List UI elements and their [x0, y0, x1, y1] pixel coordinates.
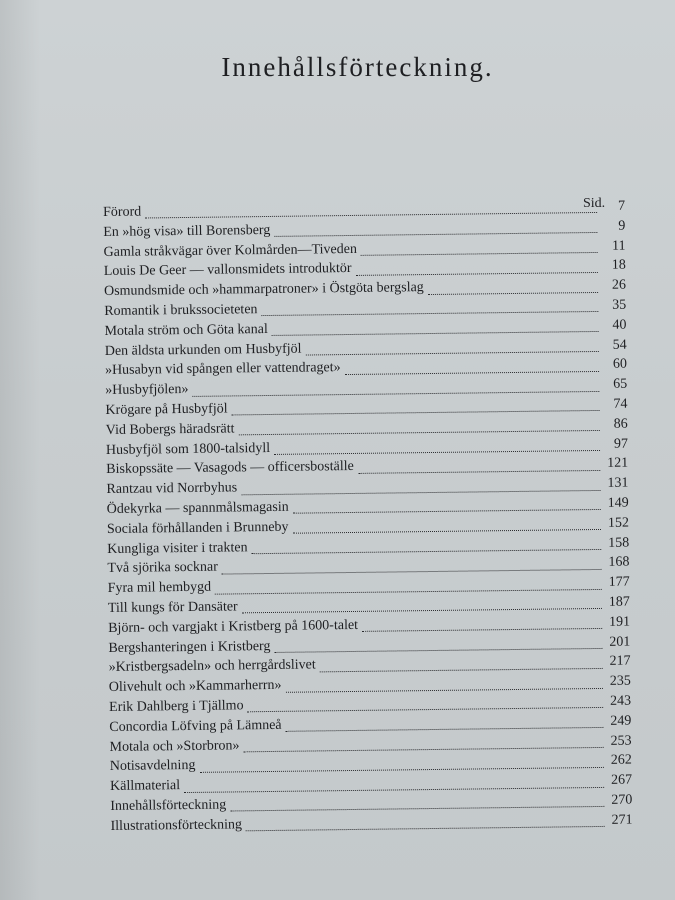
toc-entry-title: Källmaterial [110, 778, 181, 795]
dot-leader [361, 252, 598, 256]
toc-entry-page-number: 217 [609, 653, 631, 670]
toc-entry-title: Louis De Geer — vallonsmidets introduktör [103, 261, 352, 280]
toc-entry-title: Notisavdelning [109, 758, 196, 775]
dot-leader [428, 292, 598, 295]
toc-entry-title: Motala ström och Göta kanal [104, 321, 268, 339]
toc-entry-title: Husbyfjöl som 1800-talsidyll [105, 440, 271, 458]
dot-leader [293, 509, 601, 514]
dot-leader [320, 668, 603, 672]
toc-entry-title: Biskopssäte — Vasagods — officersboställe [106, 459, 354, 478]
toc-entry-page-number: 168 [608, 554, 630, 571]
dot-leader [199, 767, 603, 773]
dot-leader [222, 569, 602, 575]
toc-entry-title: Till kungs för Dansäter [107, 599, 238, 616]
toc-entry-title: Ödekyrka — spannmålsmagasin [106, 499, 289, 517]
toc-entry-title: Den äldsta urkunden om Husbyfjöl [104, 341, 302, 359]
toc-entry-title: Förord [103, 204, 142, 220]
dot-leader [215, 588, 602, 594]
toc-entry-page-number: 11 [611, 238, 626, 254]
page-title: Innehållsförteckning. [221, 52, 494, 82]
toc-entry-page-number: 97 [613, 436, 629, 452]
toc-entry-page-number: 131 [607, 475, 629, 492]
toc-entry-page-number: 152 [607, 515, 630, 531]
toc-entry-page-number: 26 [611, 277, 627, 293]
toc-entry-page-number: 253 [610, 733, 632, 749]
dot-leader [362, 628, 602, 632]
toc-entry-page-number: 149 [607, 495, 629, 511]
toc-entry-title: Concordia Löfving på Lämneå [109, 717, 282, 735]
toc-entry-page-number: 74 [613, 396, 628, 412]
dot-leader [274, 450, 600, 455]
toc-entry-page-number: 65 [613, 376, 628, 392]
toc-entry-title: Romantik i brukssocieteten [104, 302, 258, 319]
dot-leader [274, 648, 602, 653]
toc-entry-page-number: 271 [611, 812, 633, 828]
toc-entry-page-number: 187 [608, 594, 630, 610]
toc-entry-title: Bergshanteringen i Kristberg [108, 638, 271, 656]
dot-leader [248, 707, 604, 712]
toc-entry-title: »Husbyfjölen» [105, 382, 189, 399]
dot-leader [262, 311, 599, 316]
page-column-header: Sid. [583, 196, 606, 211]
toc-entry-page-number: 40 [612, 317, 627, 333]
toc-entry-title: Erik Dahlberg i Tjällmo [109, 698, 244, 715]
toc-entry-page-number: 267 [610, 772, 633, 788]
toc-entry-title: Sociala förhållanden i Brunneby [106, 519, 289, 537]
toc-entry-title: Gamla stråkvägar över Kolmården—Tiveden [103, 241, 358, 260]
dot-leader [274, 232, 597, 237]
toc-entry-title: »Kristbergsadeln» och herrgårdslivet [108, 657, 316, 676]
dot-leader [252, 549, 602, 554]
toc-entry-title: Olivehult och »Kammarherrn» [108, 677, 282, 696]
dot-leader [293, 529, 601, 534]
toc-entry-page-number: 7 [617, 198, 626, 214]
dot-leader [232, 410, 600, 415]
toc-entry-title: Två sjörika socknar [107, 559, 218, 577]
toc-entry-page-number: 249 [610, 713, 632, 729]
dot-leader [184, 786, 604, 792]
dot-leader [239, 430, 600, 435]
dot-leader [246, 826, 605, 831]
toc-entry-page-number: 18 [611, 258, 626, 274]
table-of-contents [103, 199, 633, 839]
toc-entry-title: Innehållsförteckning [110, 797, 227, 814]
dot-leader [358, 470, 600, 474]
dot-leader [306, 351, 599, 356]
toc-entry-title: Motala och »Storbron» [109, 737, 240, 755]
dot-leader [345, 371, 599, 375]
toc-entry-title: Rantzau vid Norrbyhus [106, 480, 238, 498]
toc-entry-title: Fyra mil hembygd [107, 579, 212, 597]
toc-entry-page-number: 177 [608, 574, 630, 590]
toc-entry-page-number: 86 [613, 416, 628, 432]
toc-entry-title: Vid Bobergs häradsrätt [105, 421, 235, 438]
dot-leader [230, 806, 604, 812]
toc-entry-page-number: 191 [609, 614, 631, 630]
page-binding-shadow [0, 0, 40, 900]
toc-entry-page-number: 35 [612, 297, 627, 313]
dot-leader [242, 608, 602, 613]
toc-entry-title: En »hög visa» till Borensberg [103, 222, 271, 240]
toc-entry-page-number: 54 [612, 337, 627, 353]
toc-entry-page-number: 121 [607, 455, 629, 472]
toc-entry-title: Krögare på Husbyfjöl [105, 401, 228, 418]
toc-entry-title: Björn- och vargjakt i Kristberg på 1600-talet [108, 617, 359, 636]
dot-leader [286, 687, 603, 692]
toc-entry-page-number: 262 [610, 752, 632, 769]
toc-entry-page-number: 60 [612, 356, 628, 373]
toc-entry-title: Illustrationsförteckning [110, 817, 243, 834]
toc-entry-page-number: 158 [608, 535, 630, 551]
toc-entry-title: Kungliga visiter i trakten [107, 539, 248, 557]
toc-entry-page-number: 201 [609, 634, 631, 650]
dot-leader [241, 489, 600, 494]
toc-entry-page-number: 243 [610, 693, 632, 709]
dot-leader [193, 391, 600, 397]
toc-entry-page-number: 270 [611, 792, 633, 808]
toc-entry-page-number: 9 [618, 218, 626, 234]
toc-entry-title: »Husabyn vid spången eller vattendraget» [104, 360, 341, 379]
toc-entry-page-number: 235 [609, 673, 631, 689]
toc-entry-title: Osmundsmide och »hammarpatroner» i Östgöta bergslag [103, 280, 424, 300]
dot-leader [272, 331, 599, 336]
dot-leader [356, 272, 598, 276]
dot-leader [244, 747, 604, 752]
dot-leader [286, 727, 604, 732]
dot-leader [145, 212, 597, 219]
